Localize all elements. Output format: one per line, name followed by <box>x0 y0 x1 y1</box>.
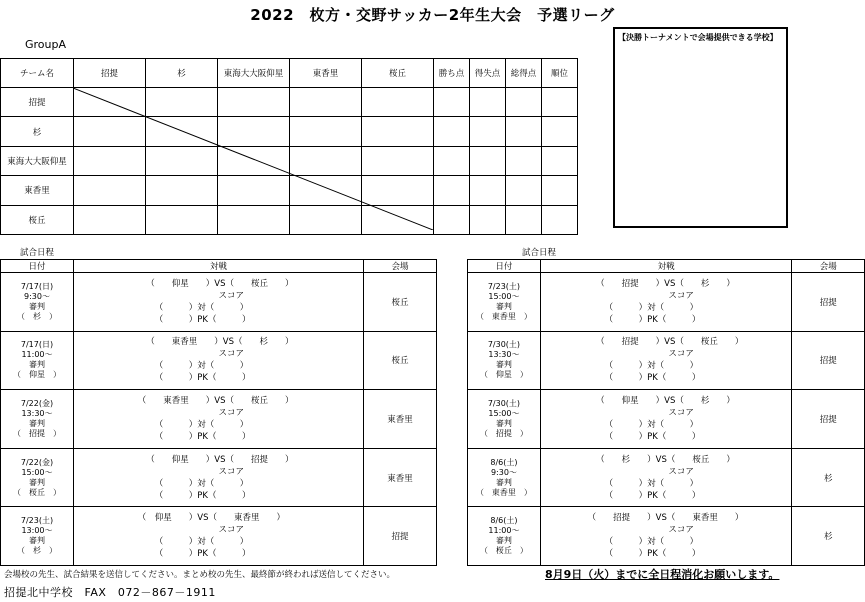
match-date-cell <box>468 448 541 507</box>
result-cell <box>146 176 218 205</box>
match-row <box>1 390 437 449</box>
schedule-table-left <box>0 259 437 566</box>
notice-title: 【決勝トーナメントで会場提供できる学校】 <box>618 33 778 42</box>
result-cell <box>146 117 218 146</box>
match-time: 9:30～ <box>24 291 50 301</box>
match-teams: （ 杉 ）VS（ 桜丘 ） <box>540 454 735 465</box>
match-venue: 杉 <box>792 448 865 507</box>
points-cell <box>434 205 470 234</box>
match-teams: （ 招提 ）VS（ 桜丘 ） <box>540 337 744 348</box>
match-time: 13:30～ <box>21 408 53 418</box>
result-cell <box>290 117 362 146</box>
match-row <box>468 331 865 390</box>
result-cell <box>74 146 146 175</box>
schedule-header-date: 日付 <box>1 260 74 273</box>
league-header-row <box>1 59 578 88</box>
goals-cell <box>506 176 542 205</box>
score-label: スコア <box>540 290 694 301</box>
score-label: スコア <box>74 349 245 360</box>
league-row-team: 桜丘 <box>1 205 74 234</box>
result-cell <box>74 176 146 205</box>
match-venue: 東香里 <box>364 390 437 449</box>
score-line: （ ）対（ ） <box>540 361 699 372</box>
result-cell <box>362 146 434 175</box>
referee-label: 審判 <box>495 301 512 311</box>
league-header-goal-diff: 得失点 <box>470 59 506 88</box>
referee-label: 審判 <box>29 536 45 546</box>
match-cell <box>540 507 792 566</box>
referee-team: （ 東香里 ） <box>475 311 532 321</box>
score-line: （ ）対（ ） <box>540 537 699 548</box>
match-row <box>1 273 437 332</box>
pk-line: （ ）PK（ ） <box>74 373 251 384</box>
league-row-team: 東海大大阪仰星 <box>1 146 74 175</box>
match-teams: （ 招提 ）VS（ 東香里 ） <box>540 513 744 524</box>
schedule-table-right <box>467 259 865 566</box>
pk-line: （ ）PK（ ） <box>540 314 701 325</box>
league-row <box>1 176 578 205</box>
league-row <box>1 146 578 175</box>
match-date-cell <box>1 448 74 507</box>
referee-team: （ 桜丘 ） <box>479 546 528 556</box>
score-label: スコア <box>540 466 694 477</box>
schedule-header-venue: 会場 <box>364 260 437 273</box>
points-cell <box>434 176 470 205</box>
match-row <box>1 448 437 507</box>
match-row <box>468 448 865 507</box>
match-teams: （ 仰星 ）VS（ 東香里 ） <box>74 513 285 524</box>
match-venue: 招提 <box>364 507 437 566</box>
result-cell <box>362 88 434 117</box>
goal-diff-cell <box>470 205 506 234</box>
schedule-header-match: 対戦 <box>74 260 364 273</box>
score-line: （ ）対（ ） <box>74 361 249 372</box>
match-time: 15:00～ <box>488 291 520 301</box>
referee-team: （ 杉 ） <box>17 546 57 556</box>
match-teams: （ 招提 ）VS（ 杉 ） <box>540 278 735 289</box>
match-cell <box>540 390 792 449</box>
goals-cell <box>506 205 542 234</box>
pk-line: （ ）PK（ ） <box>540 373 701 384</box>
referee-team: （ 東香里 ） <box>475 487 532 497</box>
league-table <box>0 58 578 235</box>
match-date: 8/6(土) <box>490 457 518 467</box>
group-label: GroupA <box>25 38 67 51</box>
result-cell <box>290 88 362 117</box>
result-cell <box>218 117 290 146</box>
league-header-name: チーム名 <box>1 59 74 88</box>
match-time: 15:00～ <box>488 408 520 418</box>
match-date: 8/6(土) <box>490 516 518 526</box>
pk-line: （ ）PK（ ） <box>540 549 701 560</box>
match-date: 7/22(金) <box>20 398 54 408</box>
pk-line: （ ）PK（ ） <box>540 431 701 442</box>
referee-label: 審判 <box>29 360 45 370</box>
league-row-team: 杉 <box>1 117 74 146</box>
league-header-team: 桜丘 <box>362 59 434 88</box>
league-header-team: 東香里 <box>290 59 362 88</box>
match-date: 7/22(金) <box>20 457 54 467</box>
match-venue: 東香里 <box>364 448 437 507</box>
rank-cell <box>542 176 578 205</box>
referee-team: （ 桜丘 ） <box>13 487 61 497</box>
match-teams: （ 仰星 ）VS（ 桜丘 ） <box>74 278 294 289</box>
score-label: スコア <box>540 407 694 418</box>
score-line: （ ）対（ ） <box>74 537 249 548</box>
league-header-team: 東海大大阪仰星 <box>218 59 290 88</box>
referee-team: （ 仰星 ） <box>479 370 528 380</box>
league-header-points: 勝ち点 <box>434 59 470 88</box>
score-line: （ ）対（ ） <box>74 419 249 430</box>
match-venue: 桜丘 <box>364 273 437 332</box>
referee-label: 審判 <box>29 418 45 428</box>
score-label: スコア <box>74 290 245 301</box>
referee-team: （ 招提 ） <box>13 428 61 438</box>
match-row <box>468 390 865 449</box>
goals-cell <box>506 117 542 146</box>
match-date: 7/23(土) <box>20 516 54 526</box>
match-row <box>1 331 437 390</box>
match-time: 11:00～ <box>21 350 53 360</box>
score-label: スコア <box>74 525 245 536</box>
pk-line: （ ）PK（ ） <box>74 314 251 325</box>
match-row <box>468 273 865 332</box>
goals-cell <box>506 88 542 117</box>
schedule-label-right: 試合日程 <box>522 248 557 258</box>
result-cell <box>218 205 290 234</box>
result-cell <box>362 205 434 234</box>
match-date: 7/30(土) <box>487 340 521 350</box>
rank-cell <box>542 146 578 175</box>
page-title: 2022 枚方・交野サッカー2年生大会 予選リーグ <box>250 6 615 24</box>
match-date-cell <box>1 273 74 332</box>
league-row <box>1 88 578 117</box>
score-line: （ ）対（ ） <box>540 302 699 313</box>
rank-cell <box>542 117 578 146</box>
match-time: 13:00～ <box>21 526 53 536</box>
result-cell <box>218 88 290 117</box>
schedule-header-row <box>468 260 865 273</box>
referee-label: 審判 <box>495 536 512 546</box>
result-cell <box>362 117 434 146</box>
match-cell <box>540 273 792 332</box>
match-date-cell <box>468 331 541 390</box>
goal-diff-cell <box>470 88 506 117</box>
referee-team: （ 仰星 ） <box>13 370 61 380</box>
rank-cell <box>542 205 578 234</box>
referee-label: 審判 <box>29 477 45 487</box>
league-header-rank: 順位 <box>542 59 578 88</box>
goal-diff-cell <box>470 176 506 205</box>
match-date: 7/17(日) <box>20 281 54 291</box>
pk-line: （ ）PK（ ） <box>74 490 251 501</box>
referee-team: （ 杉 ） <box>17 311 57 321</box>
match-teams: （ 東香里 ）VS（ 杉 ） <box>74 337 294 348</box>
match-cell <box>74 448 364 507</box>
result-cell <box>218 176 290 205</box>
score-label: スコア <box>74 407 245 418</box>
goals-cell <box>506 146 542 175</box>
fax-line: 招提北中学校 FAX 072－867－1911 <box>4 586 216 599</box>
result-cell <box>74 205 146 234</box>
score-label: スコア <box>74 466 245 477</box>
score-line: （ ）対（ ） <box>74 302 249 313</box>
match-teams: （ 仰星 ）VS（ 杉 ） <box>540 395 735 406</box>
result-cell <box>290 146 362 175</box>
pk-line: （ ）PK（ ） <box>74 431 251 442</box>
pk-line: （ ）PK（ ） <box>74 549 251 560</box>
match-time: 9:30～ <box>490 467 517 477</box>
match-venue: 招提 <box>792 331 865 390</box>
schedule-label-left: 試合日程 <box>20 248 55 258</box>
match-row <box>1 507 437 566</box>
match-date-cell <box>468 273 541 332</box>
score-label: スコア <box>540 525 694 536</box>
goal-diff-cell <box>470 146 506 175</box>
schedule-header-row <box>1 260 437 273</box>
match-teams: （ 東香里 ）VS（ 桜丘 ） <box>74 395 294 406</box>
match-cell <box>74 390 364 449</box>
result-cell <box>290 176 362 205</box>
match-date-cell <box>1 390 74 449</box>
match-time: 13:30～ <box>488 350 520 360</box>
match-date: 7/17(日) <box>20 340 54 350</box>
points-cell <box>434 117 470 146</box>
match-time: 11:00～ <box>488 526 520 536</box>
result-cell <box>218 146 290 175</box>
footer-note: 会場校の先生、試合結果を送信してください。まとめ校の先生、最終節が終われば送信してください。 <box>4 570 396 580</box>
match-row <box>468 507 865 566</box>
points-cell <box>434 88 470 117</box>
result-cell <box>146 205 218 234</box>
match-cell <box>540 448 792 507</box>
pk-line: （ ）PK（ ） <box>540 490 701 501</box>
match-date: 7/23(土) <box>487 281 521 291</box>
match-cell <box>74 273 364 332</box>
schedule-header-date: 日付 <box>468 260 541 273</box>
match-venue: 招提 <box>792 273 865 332</box>
league-row-team: 東香里 <box>1 176 74 205</box>
goal-diff-cell <box>470 117 506 146</box>
referee-team: （ 招提 ） <box>479 428 528 438</box>
schedule-header-venue: 会場 <box>792 260 865 273</box>
score-line: （ ）対（ ） <box>540 419 699 430</box>
score-line: （ ）対（ ） <box>74 478 249 489</box>
league-header-goals: 総得点 <box>506 59 542 88</box>
result-cell <box>74 88 146 117</box>
match-cell <box>74 331 364 390</box>
league-header-team: 杉 <box>146 59 218 88</box>
league-header-team: 招提 <box>74 59 146 88</box>
referee-label: 審判 <box>495 418 512 428</box>
rank-cell <box>542 88 578 117</box>
match-cell <box>540 331 792 390</box>
result-cell <box>362 176 434 205</box>
match-teams: （ 仰星 ）VS（ 招提 ） <box>74 454 294 465</box>
match-date-cell <box>1 507 74 566</box>
match-time: 15:00～ <box>21 467 53 477</box>
referee-label: 審判 <box>495 477 512 487</box>
match-venue: 杉 <box>792 507 865 566</box>
league-row-team: 招提 <box>1 88 74 117</box>
deadline-note: 8月9日（火）までに全日程消化お願いします。 <box>545 568 780 581</box>
venue-notice-box <box>613 27 788 228</box>
score-label: スコア <box>540 349 694 360</box>
result-cell <box>146 146 218 175</box>
result-cell <box>146 88 218 117</box>
match-cell <box>74 507 364 566</box>
match-date-cell <box>1 331 74 390</box>
league-row <box>1 205 578 234</box>
referee-label: 審判 <box>29 301 45 311</box>
match-date-cell <box>468 390 541 449</box>
match-date-cell <box>468 507 541 566</box>
match-venue: 桜丘 <box>364 331 437 390</box>
points-cell <box>434 146 470 175</box>
score-line: （ ）対（ ） <box>540 478 699 489</box>
result-cell <box>290 205 362 234</box>
match-date: 7/30(土) <box>487 398 521 408</box>
match-venue: 招提 <box>792 390 865 449</box>
league-row <box>1 117 578 146</box>
schedule-header-match: 対戦 <box>540 260 792 273</box>
referee-label: 審判 <box>495 360 512 370</box>
result-cell <box>74 117 146 146</box>
